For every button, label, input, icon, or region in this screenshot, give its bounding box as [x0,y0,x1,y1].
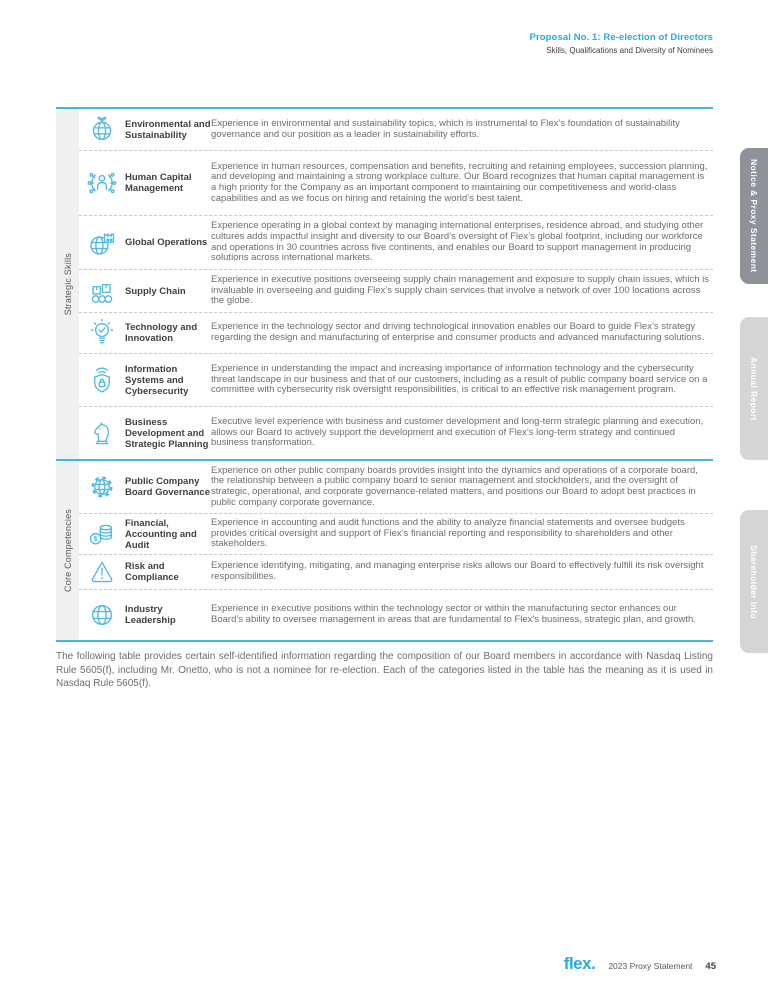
skill-description: Experience operating in a global context by managing international enterprises, residence abroad, and studying other cultures adds impactful insight and diversity to our Board’s oversight of Flex’s global footprint, including our workforce and operations in 30 countries across five continents, and enables our Board to support management in producing solutions across international markets. [211,220,704,264]
skill-description: Experience in human resources, compensation and benefits, recruiting and retaining employees, succession planning, and developing and maintaining a strong workplace culture. Our Board recognizes that human capital management is a high priority for the Company as an important component to maintaining our competitiveness and world-class capabilities and as we focus on hiring and retaining the world’s best talent. [211,160,708,204]
table-row [79,590,713,640]
gear-globe-icon [79,470,125,504]
skill-label: Human Capital Management [125,172,192,194]
page-header [530,32,713,55]
table-row [79,354,713,407]
document-label: 2023 Proxy Statement [608,961,693,971]
skill-label: Environmental and Sustainability [125,118,211,141]
skill-label: Global Operations [125,237,208,248]
table-row [79,270,713,313]
skill-description: Experience on other public company boards provides insight into the dynamics and operations of a corporate board, the relationship between a public company board to senior management and stockholders, and the oversight of strategic, operational, and corporate governance-related matters, and positions our Board to adopt best practices in public company corporate governance. [211,464,698,508]
category-label: Core Competencies [62,509,73,593]
skill-label: Risk and Compliance [125,561,179,584]
table-row [79,555,713,590]
chess-knight-icon [79,416,125,450]
skill-label: Business Development and Strategic Planning [125,416,209,450]
section-strategic-skills [56,109,713,459]
skills-table [56,107,713,642]
skill-label: Supply Chain [125,285,186,297]
category-strip [56,109,79,459]
flex-logo: flex. [563,954,596,973]
skill-description: Experience identifying, mitigating, and managing enterprise risks allows our Board to effectively fulfill its risk oversight responsibilities. [211,560,704,583]
table-row [79,109,713,151]
warning-triangle-icon [79,555,125,589]
globe-sustainability-icon [79,113,125,147]
lightbulb-check-icon [79,316,125,350]
page-number: 45 [705,961,716,972]
tab-annual-report[interactable] [740,317,768,460]
boxes-conveyor-icon [79,274,125,308]
svg-text:$: $ [93,534,98,544]
table-row [79,461,713,514]
coins-dollar-icon [79,517,125,551]
person-network-icon [79,166,125,200]
section-rows [79,461,713,640]
main-content [56,107,713,691]
skill-description: Experience in executive positions within the technology sector or within the manufacturing sector enhances our Board’s ability to oversee management in areas that are fundamental to Flex’s business, strategic plan, and growth. [211,603,696,626]
skill-description: Experience in executive positions overseeing supply chain management and exposure to supply chain issues, which is invaluable in overseeing and guiding Flex’s supply chain services that involve a network of over 100 locations across the globe. [211,273,709,307]
skill-description: Experience in environmental and sustainability topics, which is instrumental to Flex’s foundation of sustainability governance and our position as a leader in sustainability efforts. [211,117,680,140]
globe-grid-icon [79,598,125,632]
tab-label: Annual Report [749,356,759,421]
skill-label: Financial, Accounting and Audit [125,517,197,551]
table-row [79,151,713,216]
tab-label: Notice & Proxy Statement [749,159,759,273]
skill-description: Executive level experience with business and customer development and long-term strategic planning and execution, allows our Board to actively support the development and execution of Flex’s long-term strategy and continued business transformation. [211,415,704,449]
skill-description: Experience in accounting and audit functions and the ability to analyze financial statements and oversee budgets provides critical oversight and support of Flex’s financial reporting and responsibility to shareholders and other stakeholders. [211,517,685,550]
skill-description: Experience in the technology sector and driving technological innovation enables our Board to guide Flex’s strategy regarding the design and manufacturing of enterprise and consumer products and advanced manufacturing solutions. [211,321,705,343]
tab-notice-proxy-statement[interactable] [740,148,768,284]
skill-label: Technology and Innovation [125,322,198,344]
table-row [79,514,713,555]
nasdaq-paragraph: The following table provides certain self-identified information regarding the composition of our Board members in accordance with Nasdaq Listing Rule 5605(f), including Mr. Onetto, who is not a nominee for re-election. Each of the categories listed in the table has the meaning as it is used in Nasdaq Rule 5605(f). [56,651,713,690]
tab-label: Shareholder Info [749,544,759,619]
skill-label: Information Systems and Cybersecurity [125,363,189,397]
category-label: Strategic Skills [62,252,73,316]
table-row [79,407,713,459]
skill-description: Experience in understanding the impact and increasing importance of information technology and the cybersecurity threat landscape in our business and that of our customers, including as a result of public company board service on a committee with cybersecurity risk oversight responsibilities, is critical to an effective risk management program. [211,362,708,396]
page-footer [564,954,716,974]
proposal-title: Proposal No. 1: Re-election of Directors [529,32,713,43]
table-row [79,313,713,354]
section-core-competencies [56,459,713,640]
table-row [79,216,713,270]
tab-shareholder-info[interactable] [740,510,768,653]
skill-label: Industry Leadership [125,604,176,627]
shield-lock-icon [79,363,125,397]
category-strip [56,461,79,640]
section-rows [79,109,713,459]
skill-label: Public Company Board Governance [125,476,210,498]
globe-factory-icon [79,226,125,260]
proposal-subtitle: Skills, Qualifications and Diversity of Nominees [546,46,713,55]
